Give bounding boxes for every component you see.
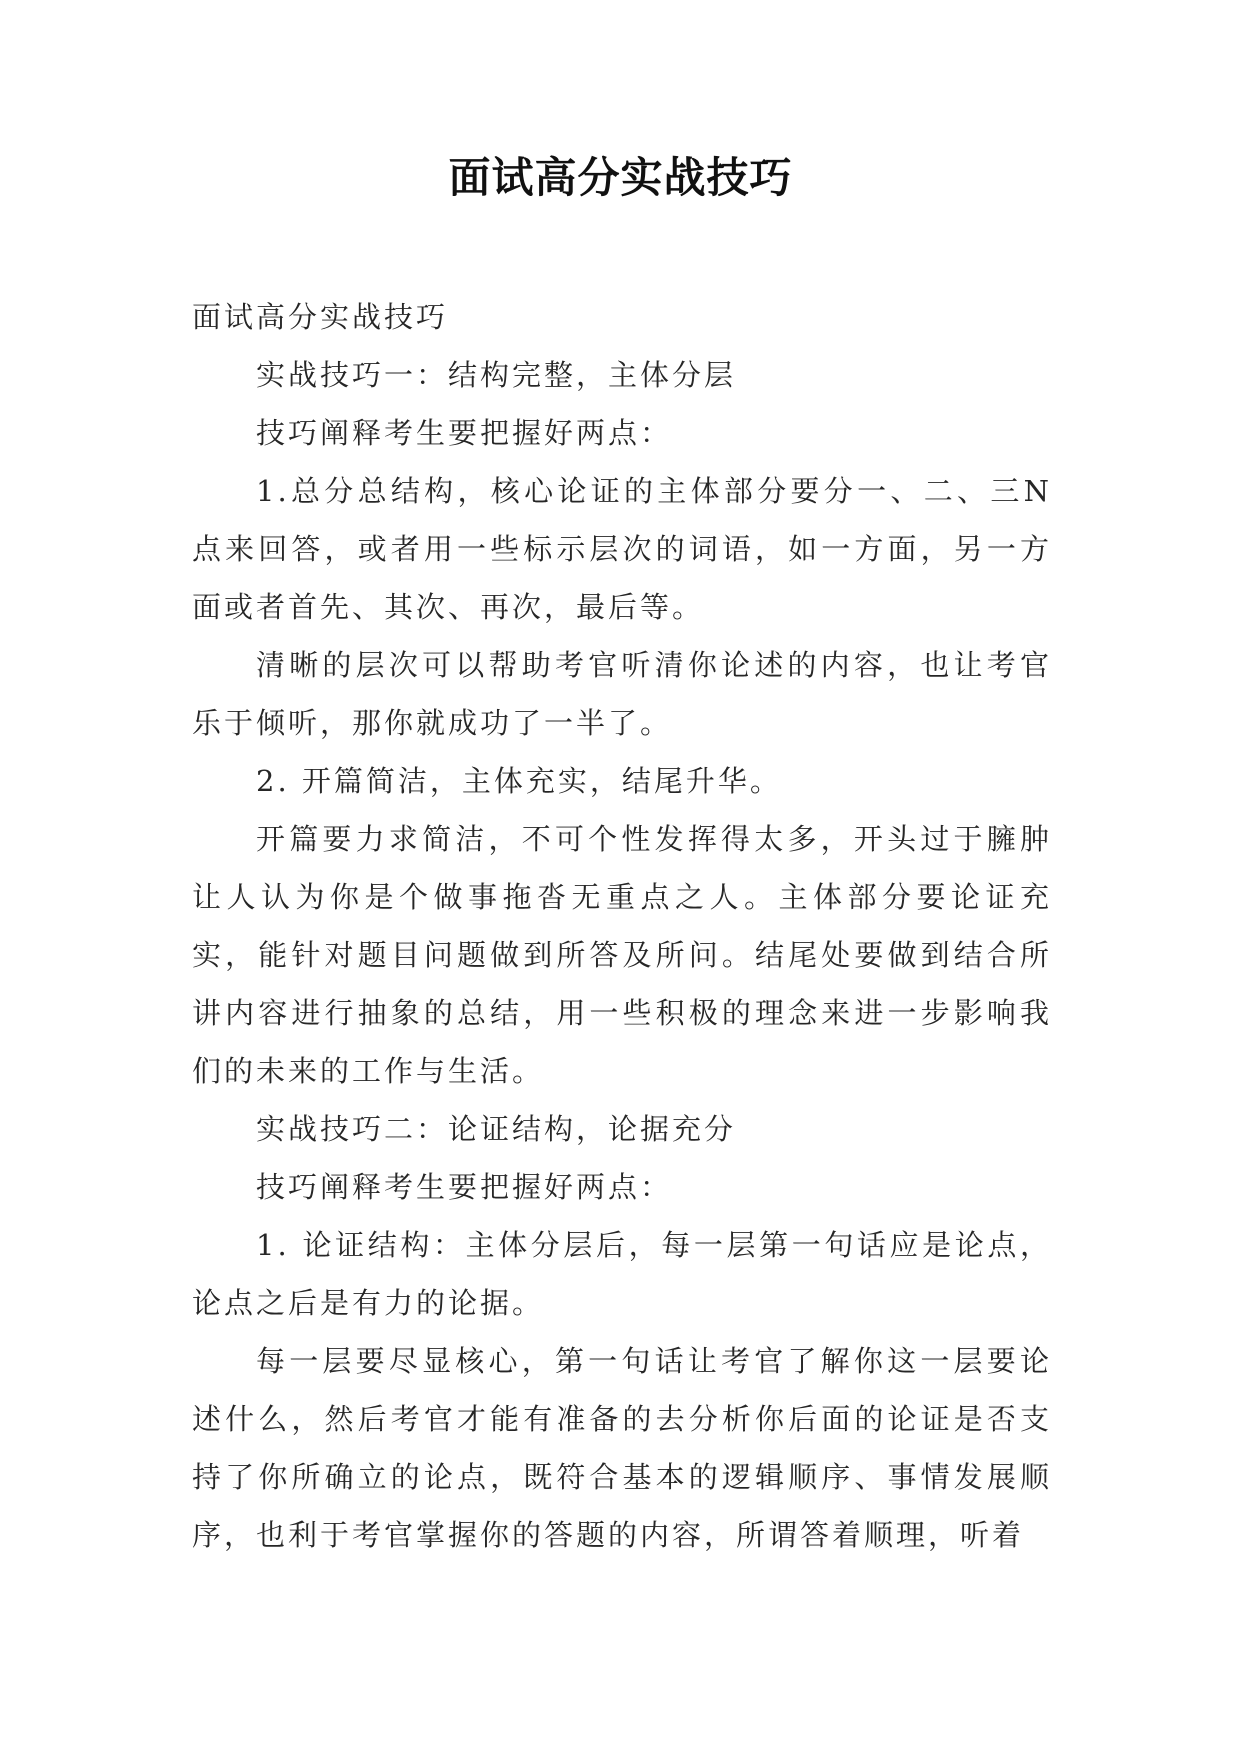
paragraph: 2. 开篇简洁，主体充实，结尾升华。 [256,764,782,798]
document-body [192,288,1052,1564]
body-heading-line: 面试高分实战技巧 [192,300,449,334]
paragraph: 1.总分总结构，核心论证的主体部分要分一、二、三N点来回答，或者用一些标示层次的词语，如一方面，另一方面或者首先、其次、再次，最后等。 [192,474,1052,624]
paragraph: 1. 论证结构：主体分层后，每一层第一句话应是论点，论点之后是有力的论据。 [192,1228,1052,1320]
paragraph: 技巧阐释考生要把握好两点： [256,1170,673,1204]
paragraph: 实战技巧一：结构完整，主体分层 [256,358,737,392]
paragraph: 技巧阐释考生要把握好两点： [256,416,673,450]
paragraph: 每一层要尽显核心，第一句话让考官了解你这一层要论述什么，然后考官才能有准备的去分析你后面的论证是否支持了你所确立的论点，既符合基本的逻辑顺序、事情发展顺序，也利于考官掌握你的答题的内容，所谓答着顺理，听着 [192,1344,1052,1552]
paragraph: 开篇要力求简洁，不可个性发挥得太多，开头过于臃肿让人认为你是个做事拖沓无重点之人。主体部分要论证充实，能针对题目问题做到所答及所问。结尾处要做到结合所讲内容进行抽象的总结，用一些积极的理念来进一步影响我们的未来的工作与生活。 [192,822,1052,1088]
paragraph: 清晰的层次可以帮助考官听清你论述的内容，也让考官乐于倾听，那你就成功了一半了。 [192,648,1052,740]
document-title: 面试高分实战技巧 [448,153,793,202]
paragraph: 实战技巧二：论证结构，论据充分 [256,1112,737,1146]
